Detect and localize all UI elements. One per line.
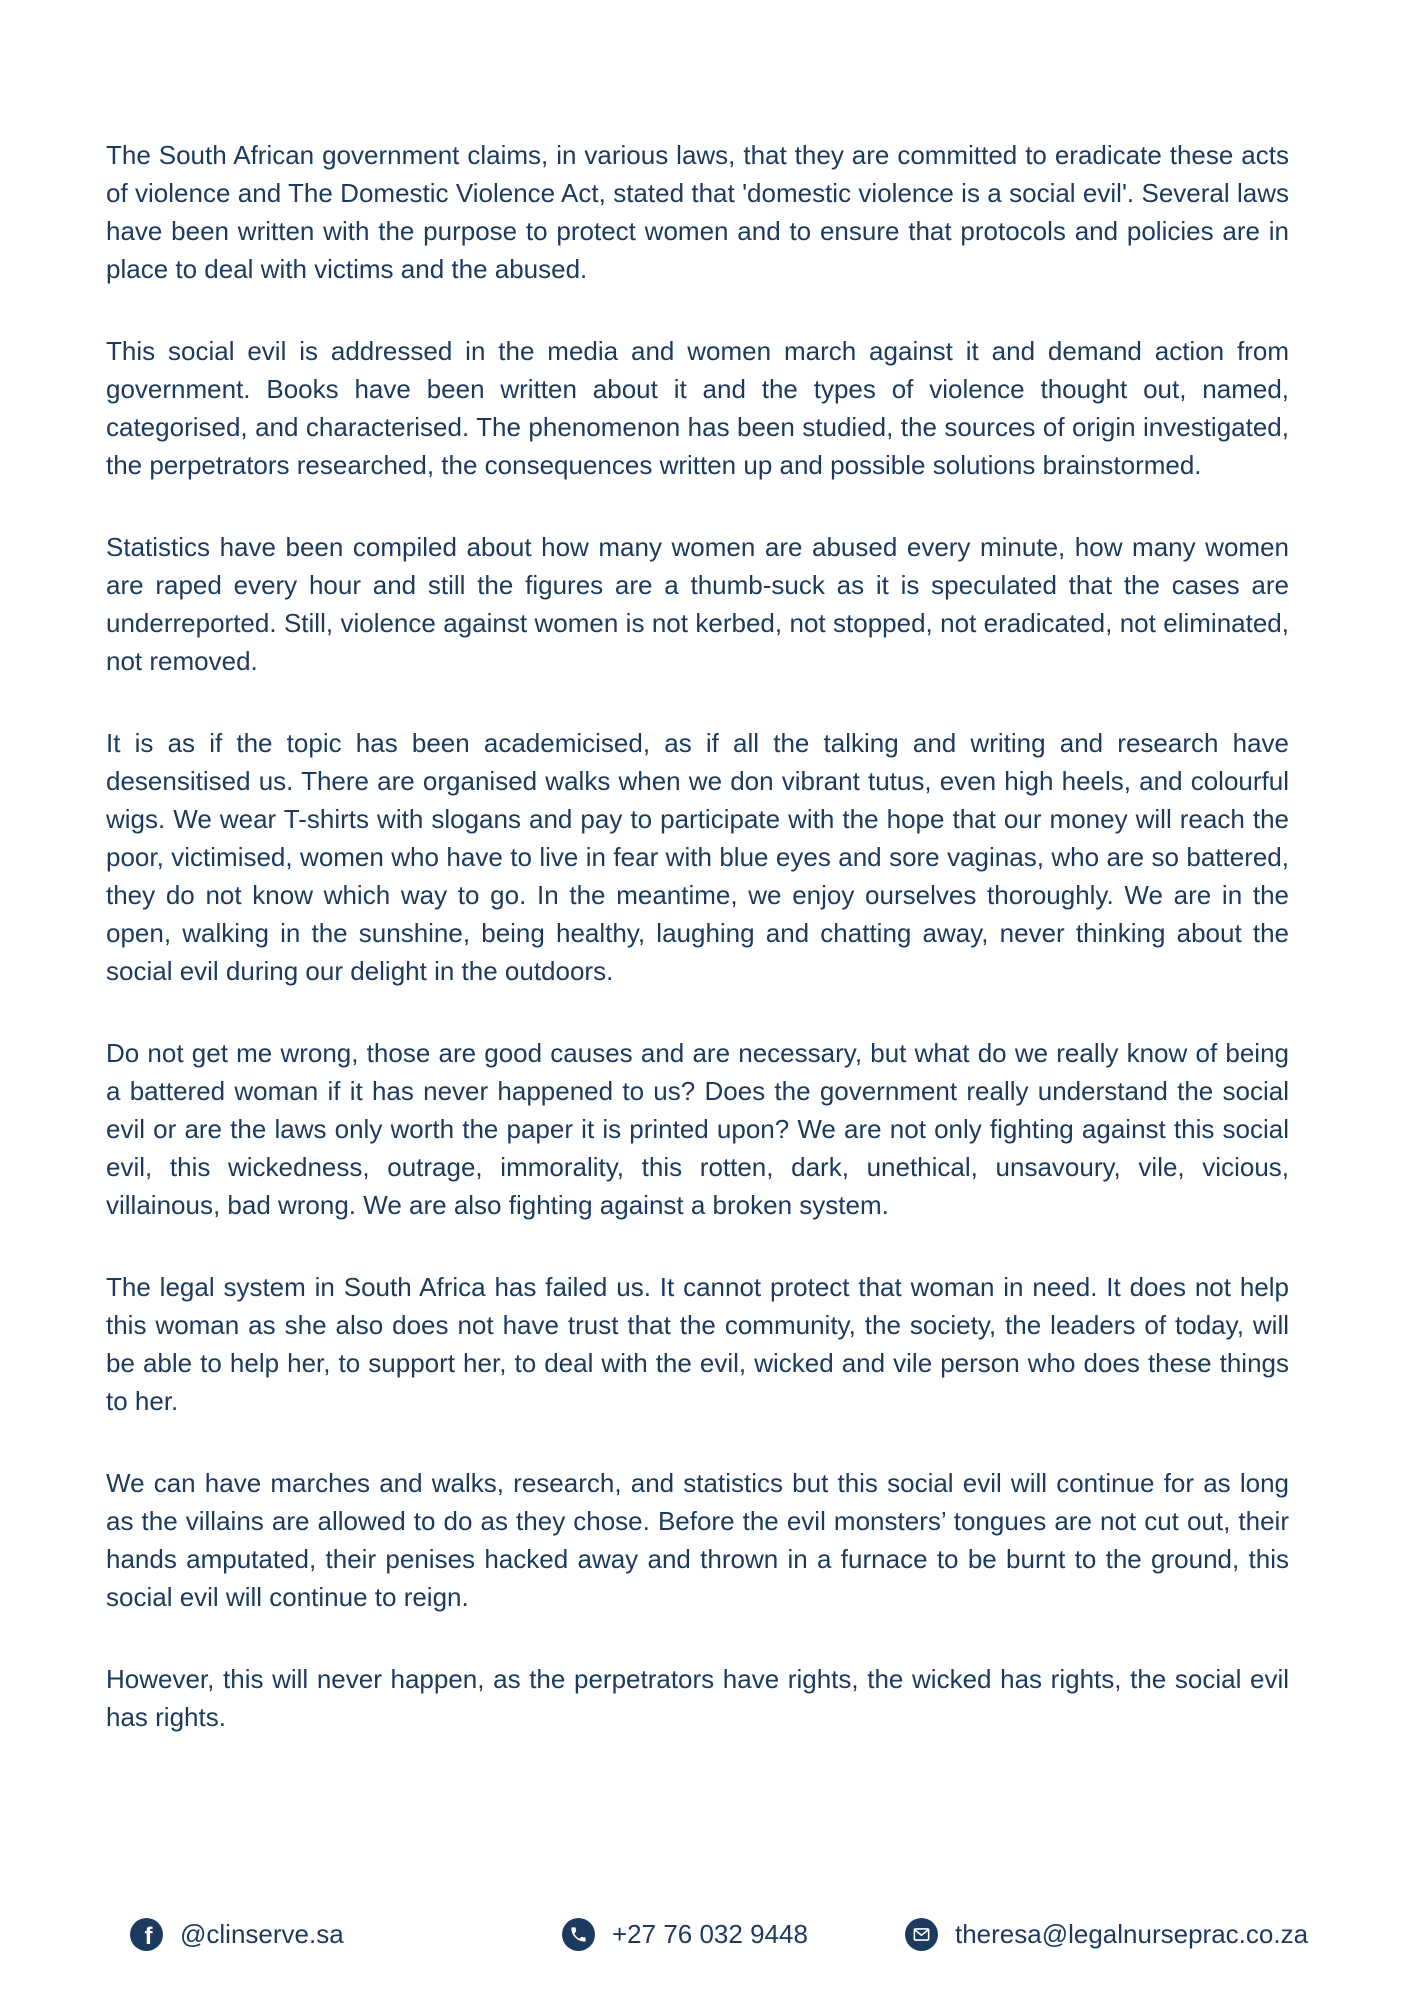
paragraph: We can have marches and walks, research, and statistics but this social evil will continue for as long as the villains are allowed to do as they chose. Before the evil monsters’ tongues are not cut out, their hands amputated, their penises hacked away and thrown in a furnace to be burnt to the ground, this social evil will continue to reign. — [106, 1468, 1289, 1612]
paragraph: Do not get me wrong, those are good causes and are necessary, but what do we really know of being a battered woman if it has never happened to us? Does the government really understand the social evil or are the laws only worth the paper it is printed upon? We are not only fighting against this social evil, this wickedness, outrage, immorality, this rotten, dark, unethical, unsavoury, vile, vicious, villainous, bad wrong. We are also fighting against a broken system. — [106, 1038, 1289, 1220]
paragraph: The South African government claims, in various laws, that they are committed to eradicate these acts of violence and The Domestic Violence Act, stated that 'domestic violence is a social evil'. Several laws have been written with the purpose to protect women and to ensure that protocols and policies are in place to deal with victims and the abused. — [106, 140, 1289, 284]
paragraph: This social evil is addressed in the media and women march against it and demand action from government. Books have been written about it and the types of violence thought out, named, categorised, and characterised. The phenomenon has been studied, the sources of origin investigated, the perpetrators researched, the consequences written up and possible solutions brainstormed. — [106, 336, 1289, 480]
facebook-handle: @clinserve.sa — [180, 1919, 344, 1949]
email-contact — [905, 1918, 1308, 1951]
paragraph: The legal system in South Africa has failed us. It cannot protect that woman in need. It does not help this woman as she also does not have trust that the community, the society, the leaders of today, will be able to help her, to support her, to deal with the evil, wicked and vile person who does these things to her. — [106, 1272, 1289, 1416]
email-icon — [905, 1918, 938, 1951]
document-body — [106, 136, 1289, 1780]
phone-number: +27 76 032 9448 — [612, 1919, 808, 1949]
email-address: theresa@legalnurseprac.co.za — [955, 1919, 1309, 1949]
phone-icon — [562, 1918, 595, 1951]
phone-contact — [562, 1918, 808, 1951]
paragraph: Statistics have been compiled about how many women are abused every minute, how many women are raped every hour and still the figures are a thumb-suck as it is speculated that the cases are underreported. Still, violence against women is not kerbed, not stopped, not eradicated, not eliminated, not removed. — [106, 532, 1289, 676]
paragraph: However, this will never happen, as the perpetrators have rights, the wicked has rights, the social evil has rights. — [106, 1664, 1289, 1732]
facebook-contact — [130, 1918, 344, 1951]
facebook-icon: f — [130, 1918, 163, 1951]
contact-footer — [0, 1918, 1414, 1958]
paragraph: It is as if the topic has been academicised, as if all the talking and writing and research have desensitised us. There are organised walks when we don vibrant tutus, even high heels, and colourful wigs. We wear T-shirts with slogans and pay to participate with the hope that our money will reach the poor, victimised, women who have to live in fear with blue eyes and sore vaginas, who are so battered, they do not know which way to go. In the meantime, we enjoy ourselves thoroughly. We are in the open, walking in the sunshine, being healthy, laughing and chatting away, never thinking about the social evil during our delight in the outdoors. — [106, 728, 1289, 986]
